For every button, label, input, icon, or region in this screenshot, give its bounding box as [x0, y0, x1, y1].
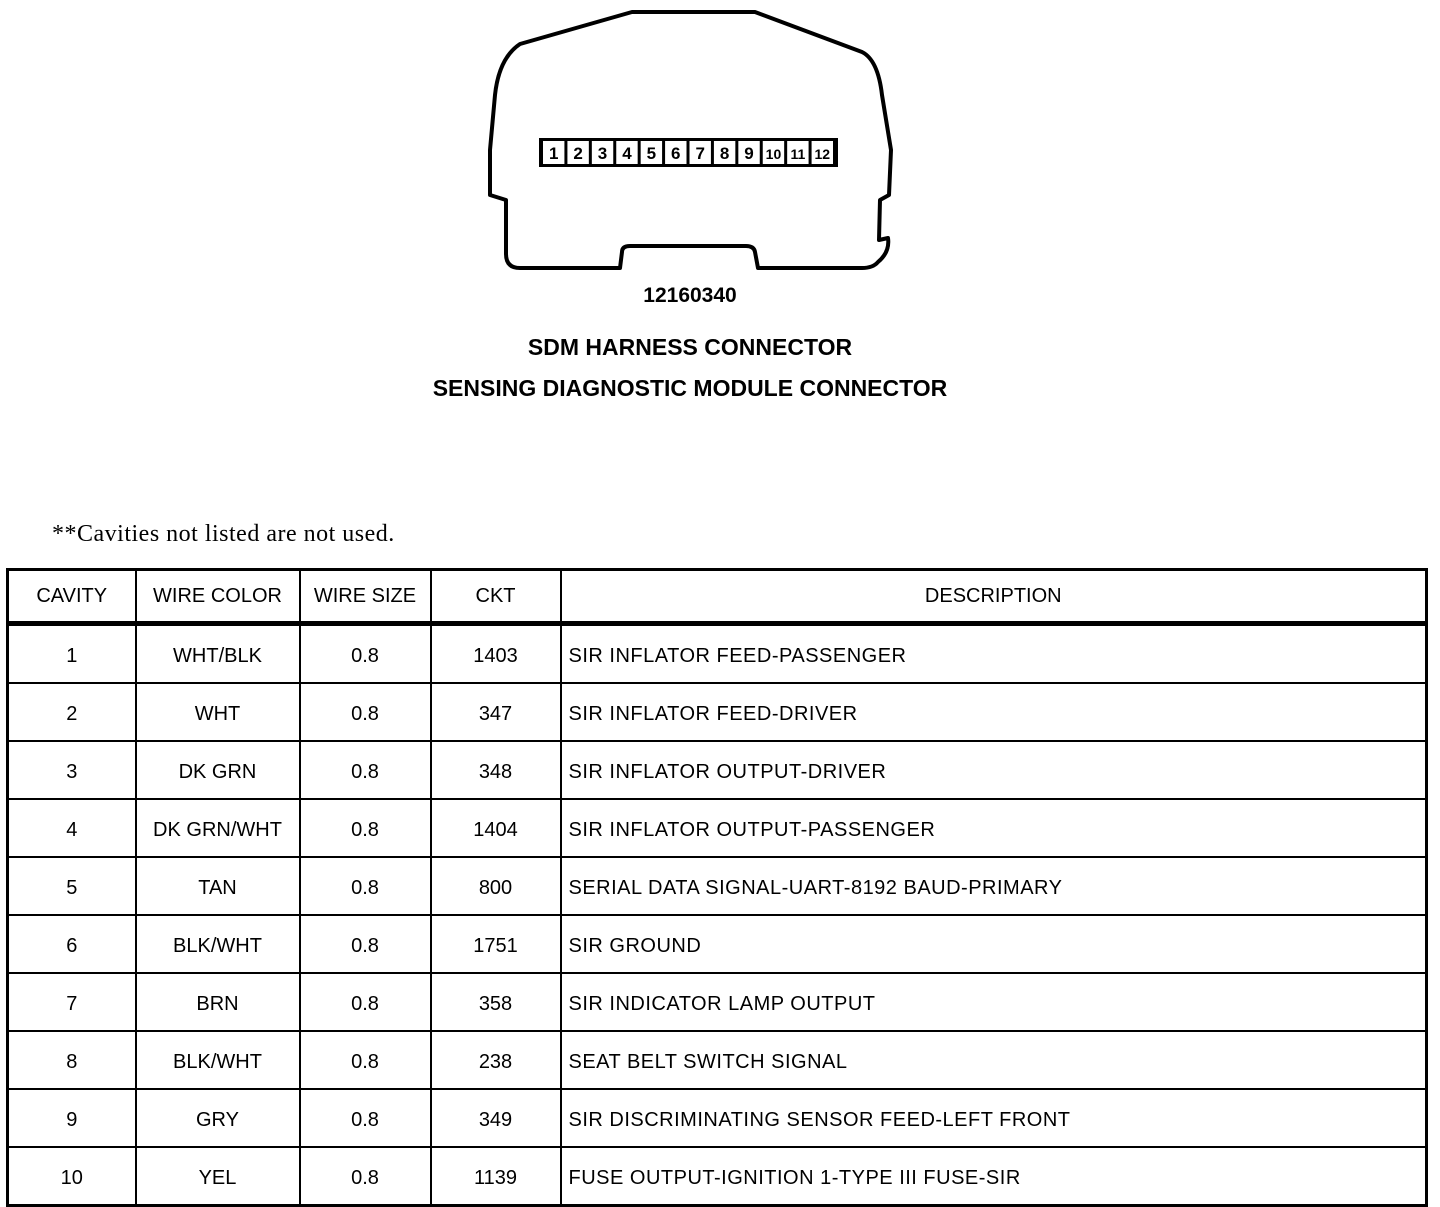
- pin-label: 7: [695, 144, 705, 163]
- pin-cell: [714, 141, 735, 164]
- table-row: [8, 1147, 1427, 1206]
- cell-cavity: 4: [8, 799, 136, 857]
- cell-cavity: 6: [8, 915, 136, 973]
- cell-wire-color: BLK/WHT: [136, 915, 300, 973]
- table-row: [8, 973, 1427, 1031]
- cell-wire-color: DK GRN/WHT: [136, 799, 300, 857]
- table-row: [8, 1089, 1427, 1147]
- pin-cell: [665, 141, 686, 164]
- pin-cell: [592, 141, 613, 164]
- table-row: [8, 741, 1427, 799]
- pin-label: 12: [814, 146, 831, 162]
- cell-cavity: 1: [8, 624, 136, 684]
- cell-ckt: 1751: [431, 915, 561, 973]
- cell-description: SIR INFLATOR FEED-PASSENGER: [561, 624, 1427, 684]
- part-number: 12160340: [643, 284, 737, 307]
- cell-ckt: 348: [431, 741, 561, 799]
- cell-description: SEAT BELT SWITCH SIGNAL: [561, 1031, 1427, 1089]
- cell-wire-color: TAN: [136, 857, 300, 915]
- header-cavity: CAVITY: [8, 570, 136, 624]
- pin-label: 9: [744, 144, 754, 163]
- pin-cell: [812, 141, 833, 164]
- cell-ckt: 1139: [431, 1147, 561, 1206]
- connector-title: SDM HARNESS CONNECTOR: [527, 334, 853, 360]
- cell-wire-color: BLK/WHT: [136, 1031, 300, 1089]
- table-row: [8, 1031, 1427, 1089]
- pin-cell: [616, 141, 637, 164]
- cell-cavity: 10: [8, 1147, 136, 1206]
- pin-label: 10: [765, 146, 782, 162]
- header-wire-color: WIRE COLOR: [136, 570, 300, 624]
- cell-wire-color: WHT: [136, 683, 300, 741]
- cell-ckt: 347: [431, 683, 561, 741]
- header-wire-size: WIRE SIZE: [300, 570, 431, 624]
- cell-wire-size: 0.8: [300, 973, 431, 1031]
- cavity-table: [6, 568, 1428, 1207]
- cell-wire-size: 0.8: [300, 799, 431, 857]
- pin-cell: [738, 141, 759, 164]
- table-row: [8, 857, 1427, 915]
- cell-wire-size: 0.8: [300, 857, 431, 915]
- cell-wire-size: 0.8: [300, 915, 431, 973]
- cell-description: FUSE OUTPUT-IGNITION 1-TYPE III FUSE-SIR: [561, 1147, 1427, 1206]
- cell-ckt: 1404: [431, 799, 561, 857]
- cell-cavity: 8: [8, 1031, 136, 1089]
- table-row: [8, 915, 1427, 973]
- pin-label: 8: [719, 144, 730, 163]
- pin-cell: [641, 141, 662, 164]
- cell-description: SIR INFLATOR OUTPUT-PASSENGER: [561, 799, 1427, 857]
- cell-ckt: 349: [431, 1089, 561, 1147]
- cavities-note: **Cavities not listed are not used.: [52, 521, 395, 547]
- pin-cell: [543, 141, 564, 164]
- pin-label: 1: [548, 144, 559, 163]
- cell-wire-size: 0.8: [300, 683, 431, 741]
- cell-description: SIR INDICATOR LAMP OUTPUT: [561, 973, 1427, 1031]
- cell-wire-color: GRY: [136, 1089, 300, 1147]
- cell-cavity: 7: [8, 973, 136, 1031]
- header-description: DESCRIPTION: [561, 570, 1427, 624]
- cell-ckt: 1403: [431, 624, 561, 684]
- cell-ckt: 800: [431, 857, 561, 915]
- cell-cavity: 9: [8, 1089, 136, 1147]
- table-row: [8, 799, 1427, 857]
- cell-cavity: 3: [8, 741, 136, 799]
- cell-description: SIR INFLATOR FEED-DRIVER: [561, 683, 1427, 741]
- table-header-row: [8, 570, 1427, 624]
- table-row: [8, 624, 1427, 684]
- cell-wire-color: BRN: [136, 973, 300, 1031]
- pin-label: 5: [646, 144, 657, 163]
- table-row: [8, 683, 1427, 741]
- cell-ckt: 358: [431, 973, 561, 1031]
- cell-cavity: 2: [8, 683, 136, 741]
- cell-description: SIR DISCRIMINATING SENSOR FEED-LEFT FRONT: [561, 1089, 1427, 1147]
- pin-label: 11: [790, 146, 806, 162]
- cell-wire-color: WHT/BLK: [136, 624, 300, 684]
- cell-ckt: 238: [431, 1031, 561, 1089]
- header-ckt: CKT: [431, 570, 561, 624]
- cell-wire-size: 0.8: [300, 624, 431, 684]
- pin-label: 3: [597, 144, 608, 163]
- cell-wire-size: 0.8: [300, 741, 431, 799]
- cell-wire-size: 0.8: [300, 1147, 431, 1206]
- cell-cavity: 5: [8, 857, 136, 915]
- pin-cell: [763, 141, 784, 164]
- pin-cell: [787, 141, 808, 164]
- cell-wire-size: 0.8: [300, 1089, 431, 1147]
- cell-wire-color: YEL: [136, 1147, 300, 1206]
- cell-description: SERIAL DATA SIGNAL-UART-8192 BAUD-PRIMARY: [561, 857, 1427, 915]
- pin-label: 2: [573, 144, 583, 163]
- cell-wire-color: DK GRN: [136, 741, 300, 799]
- table-body: [8, 624, 1427, 1206]
- pin-label: 6: [671, 144, 681, 163]
- pin-label: 4: [622, 144, 632, 163]
- cell-description: SIR INFLATOR OUTPUT-DRIVER: [561, 741, 1427, 799]
- connector-subtitle: SENSING DIAGNOSTIC MODULE CONNECTOR: [432, 375, 948, 401]
- cell-description: SIR GROUND: [561, 915, 1427, 973]
- cell-wire-size: 0.8: [300, 1031, 431, 1089]
- pin-cell: [567, 141, 588, 164]
- pin-cell: [690, 141, 711, 164]
